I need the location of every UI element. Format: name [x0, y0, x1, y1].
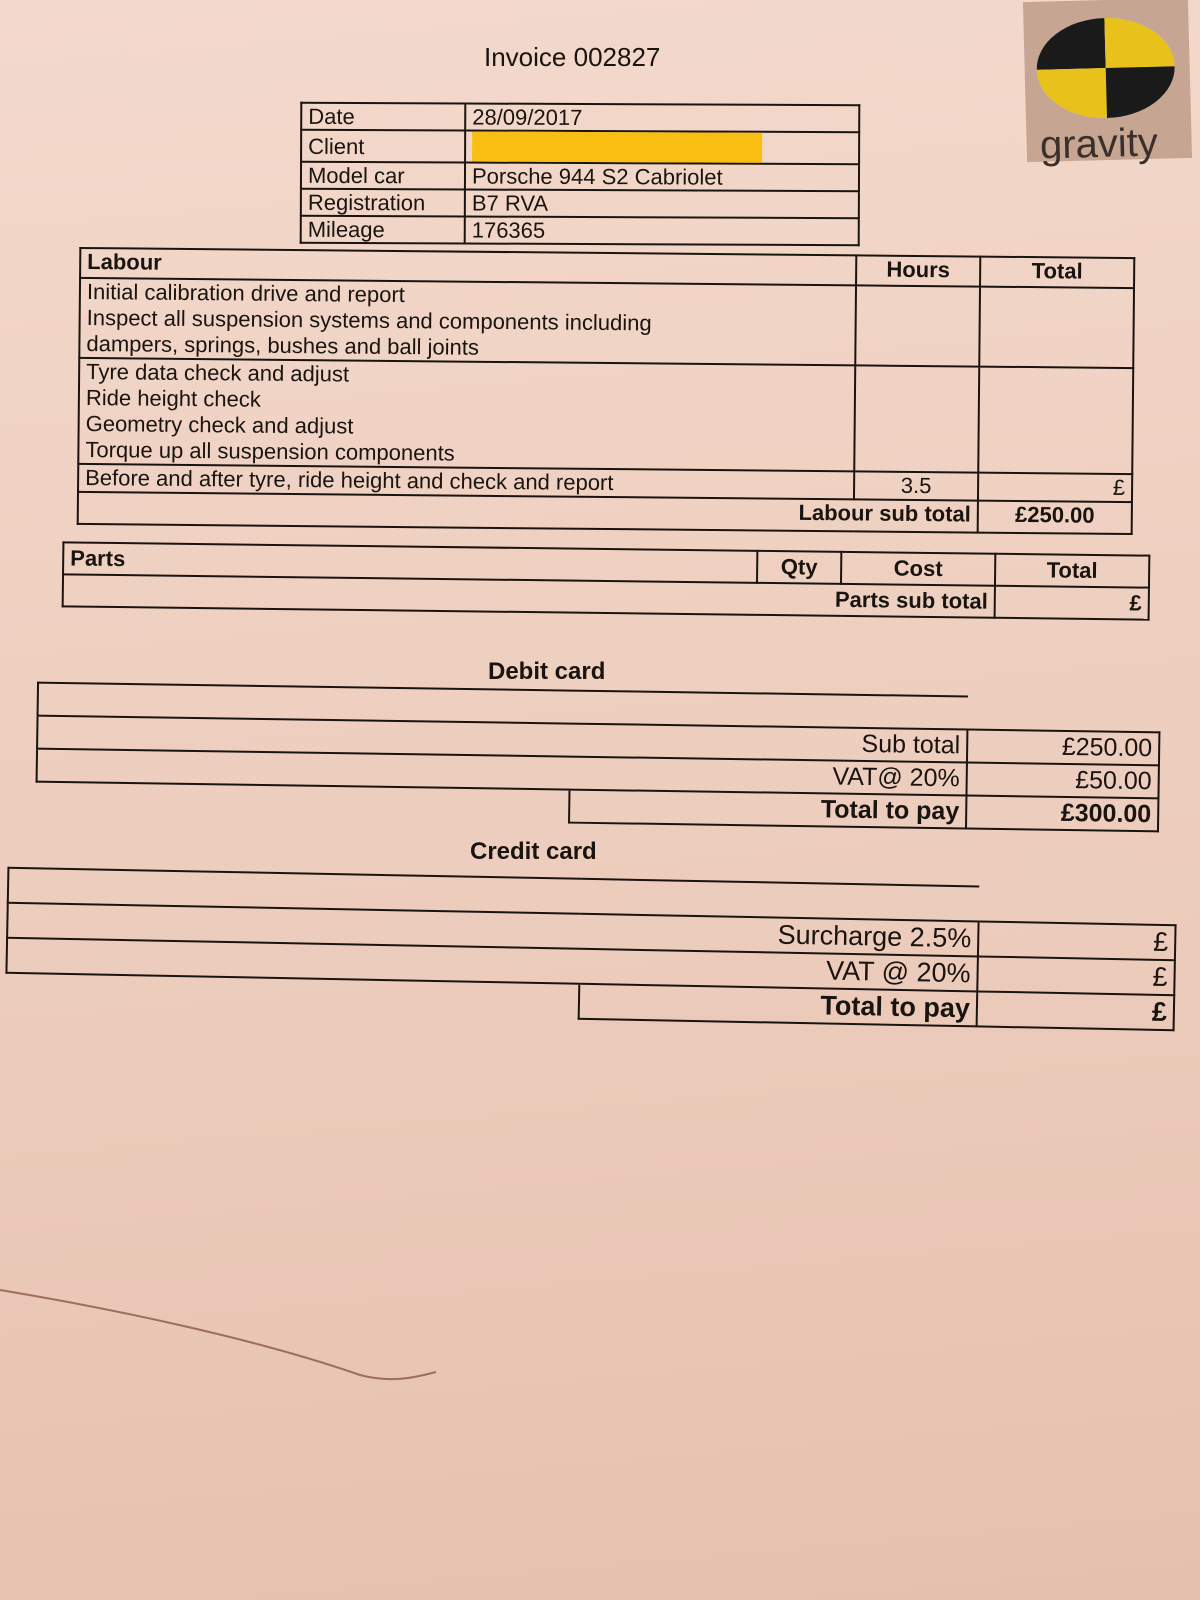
debit-card-table	[35, 682, 1161, 833]
debit-card-label: Debit card	[488, 658, 606, 685]
cost-header: Cost	[841, 552, 995, 586]
labour-line: Inspect all suspension systems and components including	[86, 305, 652, 336]
labour-group-1-hours	[855, 285, 980, 366]
model-row	[301, 162, 859, 191]
debit-total-value: £300.00	[966, 795, 1158, 831]
labour-group-1-total	[979, 287, 1134, 368]
labour-group-2-desc	[78, 358, 855, 471]
invoice-title: Invoice 002827	[484, 42, 661, 72]
credit-vat-value: £	[977, 956, 1175, 995]
labour-line: Torque up all suspension components	[85, 437, 455, 466]
debit-blank-gap	[967, 696, 1159, 732]
debit-total-label: Total to pay	[569, 790, 966, 829]
model-value: Porsche 944 S2 Cabriolet	[465, 162, 859, 191]
target-disk-icon	[1035, 16, 1176, 120]
debit-vat-label: VAT@ 20%	[570, 757, 967, 796]
labour-line: Initial calibration drive and report	[86, 279, 405, 308]
parts-table	[62, 541, 1151, 620]
labour-heading: Labour	[80, 248, 856, 285]
credit-surcharge-value: £	[978, 921, 1176, 960]
client-label: Client	[301, 130, 465, 163]
parts-subtotal-label: Parts sub total	[757, 583, 995, 618]
labour-line: Geometry check and adjust	[85, 411, 354, 439]
credit-total-value: £	[977, 991, 1175, 1030]
debit-subtotal-value: £250.00	[967, 729, 1159, 765]
registration-label: Registration	[301, 189, 465, 217]
parts-subtotal-value: £	[995, 586, 1149, 620]
hours-header: Hours	[856, 255, 980, 286]
labour-group-2-hours	[854, 365, 979, 472]
labour-line: Before and after tyre, ride height and check and report	[85, 465, 614, 496]
client-row	[301, 130, 859, 164]
labour-line: dampers, springs, bushes and ball joints	[86, 331, 480, 360]
labour-group-3-total: £	[978, 473, 1132, 502]
labour-group-1-desc	[79, 278, 856, 365]
debit-empty	[36, 782, 569, 823]
labour-table	[77, 247, 1136, 535]
labour-line: Tyre data check and adjust	[86, 359, 350, 387]
date-label: Date	[301, 103, 465, 131]
labour-group-1	[79, 278, 1134, 368]
date-row	[301, 103, 859, 132]
labour-subtotal-value: £250.00	[978, 501, 1132, 534]
client-value	[465, 130, 859, 164]
credit-surcharge-label: Surcharge 2.5%	[580, 914, 979, 957]
credit-card-label: Credit card	[470, 838, 597, 865]
parts-heading: Parts	[63, 542, 757, 582]
model-label: Model car	[301, 162, 465, 190]
client-redaction	[472, 132, 762, 163]
pen-stroke	[0, 1280, 460, 1400]
credit-blank-gap	[979, 886, 1177, 925]
registration-value: B7 RVA	[465, 189, 859, 218]
labour-group-2	[78, 358, 1133, 474]
labour-line: Ride height check	[85, 385, 261, 412]
mileage-value: 176365	[465, 216, 859, 245]
labour-group-2-total	[978, 367, 1133, 474]
parts-total-header: Total	[995, 554, 1149, 588]
credit-card-table	[5, 867, 1178, 1031]
registration-row	[301, 189, 859, 218]
mileage-label: Mileage	[301, 216, 465, 244]
credit-vat-label: VAT @ 20%	[579, 949, 978, 992]
vehicle-info-table	[300, 102, 861, 246]
debit-subtotal-label: Sub total	[570, 724, 967, 763]
date-value: 28/09/2017	[465, 103, 859, 132]
logo-word: gravity	[1039, 120, 1159, 168]
debit-vat-value: £50.00	[966, 762, 1158, 798]
mileage-row	[301, 216, 859, 245]
labour-group-3-hours: 3.5	[854, 471, 978, 500]
qty-header: Qty	[757, 551, 841, 584]
labour-total-header: Total	[980, 257, 1134, 288]
labour-subtotal-label: Labour sub total	[78, 492, 978, 533]
credit-total-label: Total to pay	[579, 984, 978, 1027]
